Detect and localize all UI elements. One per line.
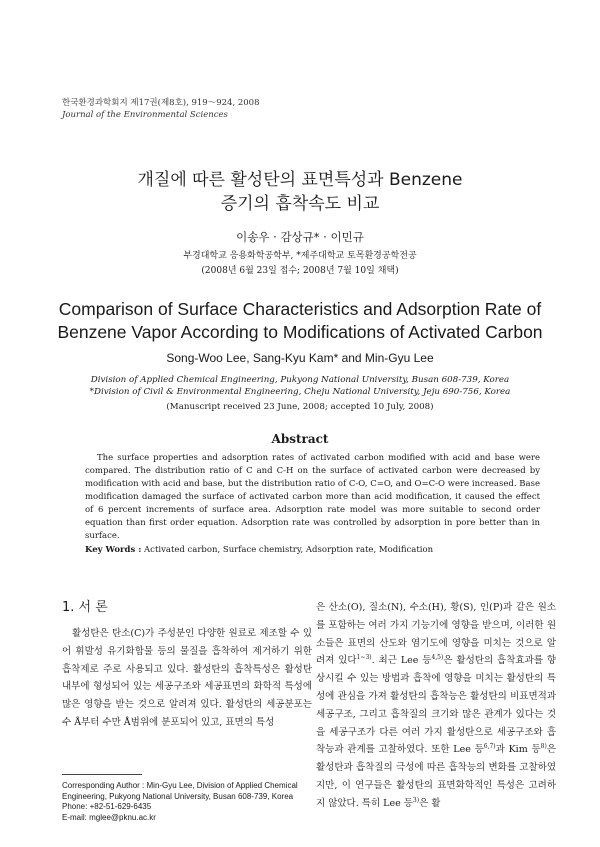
intro-paragraph-right xyxy=(316,599,556,813)
korean-authors: 이송우 · 감상규* · 이민규 xyxy=(236,230,364,244)
journal-citation-korean: 한국환경과학회지 제17권(제8호), 919～924, 2008 xyxy=(62,98,260,108)
reference-mark: 4,5) xyxy=(431,654,444,662)
intro-left-column xyxy=(62,625,312,732)
reference-mark: 6,7) xyxy=(483,743,496,751)
korean-title xyxy=(0,168,600,216)
abstract-body xyxy=(85,452,540,543)
intro-text: 과 Kim 등 xyxy=(495,744,541,756)
reference-mark: 3) xyxy=(412,796,420,804)
corresponding-author-footnote xyxy=(62,781,312,823)
intro-text: 은 활성탄의 흡착효과를 향상시킬 수 있는 방법과 흡착에 영향을 미치는 활성탄의 특성에 관심을 가져 활성탄의 흡착능은 활성탄의 비표면적과 세공구조, 그리고 흡착질의 크기와 많은 관계가 있다는 것을 세공구조가 다른 여러 가지 활성탄으로 세공구조와 흡착능과 관계를 고찰하였다. 또한 Lee 등 xyxy=(316,655,556,756)
keywords xyxy=(85,545,433,555)
english-affiliation-1: Division of Applied Chemical Engineering, Pukyong National University, Busan 608-739, Korea xyxy=(90,375,510,385)
reference-mark: 1~3) xyxy=(356,654,372,662)
footnote-phone: Phone: +82-51-629-6435 xyxy=(62,802,152,811)
korean-title-line1: 개질에 따른 활성탄의 표면특성과 Benzene xyxy=(137,170,463,190)
english-title xyxy=(0,298,600,344)
intro-text: 은 활 xyxy=(419,797,441,809)
intro-text: 은 활성탄과 흡착질의 극성에 따른 흡착능의 변화를 고찰하였지만, 이 연구들은 활성탄의 표면화학적인 특성은 고려하지 않았다. 특히 Lee 등 xyxy=(316,744,556,809)
abstract-text: The surface properties and adsorption rates of activated carbon modified with acid and base were compared. The distribution ratio of C and C-H on the surface of activated carbon were decreased by modification with acid and base, but the distribution ratio of C-O, C=O, and O=C-O were increased. Base modification damaged the surface of activated carbon more than acid modification, it caused the effect of 6 percent increments of surface area. Adsorption rate model was more suitable to second order equation than first order equation. Adsorption rate was controlled by adsorption in pore better than in surface. xyxy=(85,453,540,541)
english-affiliation-2: *Division of Civil & Environmental Engineering, Cheju National University, Jeju 690-756, Korea xyxy=(89,387,511,397)
abstract-heading: Abstract xyxy=(271,432,329,446)
footnote-author: Corresponding Author : Min-Gyu Lee, Division of Applied Chemical Engineering, Pukyong National University, Busan 608-739, Korea xyxy=(62,781,298,801)
korean-affiliation: 부경대학교 응용화학공학부, *제주대학교 토목환경공학전공 xyxy=(183,251,417,261)
intro-paragraph-left: 활성탄은 탄소(C)가 주성분인 다양한 원료로 제조할 수 있어 휘발성 유기화합물 등의 물질을 흡착하여 제거하기 위한 흡착제로 주로 사용되고 있다. 활성탄의 흡착특성은 활성탄 내부에 형성되어 있는 세공구조와 세공표면의 화학적 특성에 많은 영향을 받는 것으로 알려져 있다. 활성탄의 세공분포는 수 Å부터 수만 Å범위에 분포되어 있고, 표면의 특성 xyxy=(62,628,312,728)
english-authors: Song-Woo Lee, Sang-Kyu Kam* and Min-Gyu Lee xyxy=(166,351,434,365)
english-dates: (Manuscript received 23 June, 2008; accepted 10 July, 2008) xyxy=(166,402,434,412)
keywords-label: Key Words : xyxy=(85,545,142,555)
korean-title-line2: 증기의 흡착속도 비교 xyxy=(220,194,380,214)
english-title-line2: Benzene Vapor According to Modifications of Activated Carbon xyxy=(57,322,543,342)
english-affiliations xyxy=(0,374,600,398)
journal-header xyxy=(62,97,259,121)
intro-right-column xyxy=(316,599,556,813)
footnote-divider xyxy=(62,774,142,775)
section-heading-introduction: 1. 서 론 xyxy=(62,600,108,615)
journal-name-english: Journal of the Environmental Sciences xyxy=(62,110,228,120)
keywords-text: Activated carbon, Surface chemistry, Adsorption rate, Modification xyxy=(144,545,434,555)
korean-dates: (2008년 6월 23일 접수; 2008년 7월 10일 채택) xyxy=(201,266,399,276)
english-title-line1: Comparison of Surface Characteristics and Adsorption Rate of xyxy=(58,299,542,319)
intro-text: 은 산소(O), 질소(N), 수소(H), 황(S), 인(P)과 같은 원소를 포함하는 여러 가지 기능기에 영향을 받으며, 이러한 원소들은 표면의 산도와 염기도에 영향을 미치는 것으로 알려져 있다 xyxy=(316,602,556,667)
footnote-email: E-mail: mglee@pknu.ac.kr xyxy=(62,812,156,822)
intro-text: . 최근 Lee 등 xyxy=(371,655,432,667)
reference-mark: 8) xyxy=(540,743,547,751)
